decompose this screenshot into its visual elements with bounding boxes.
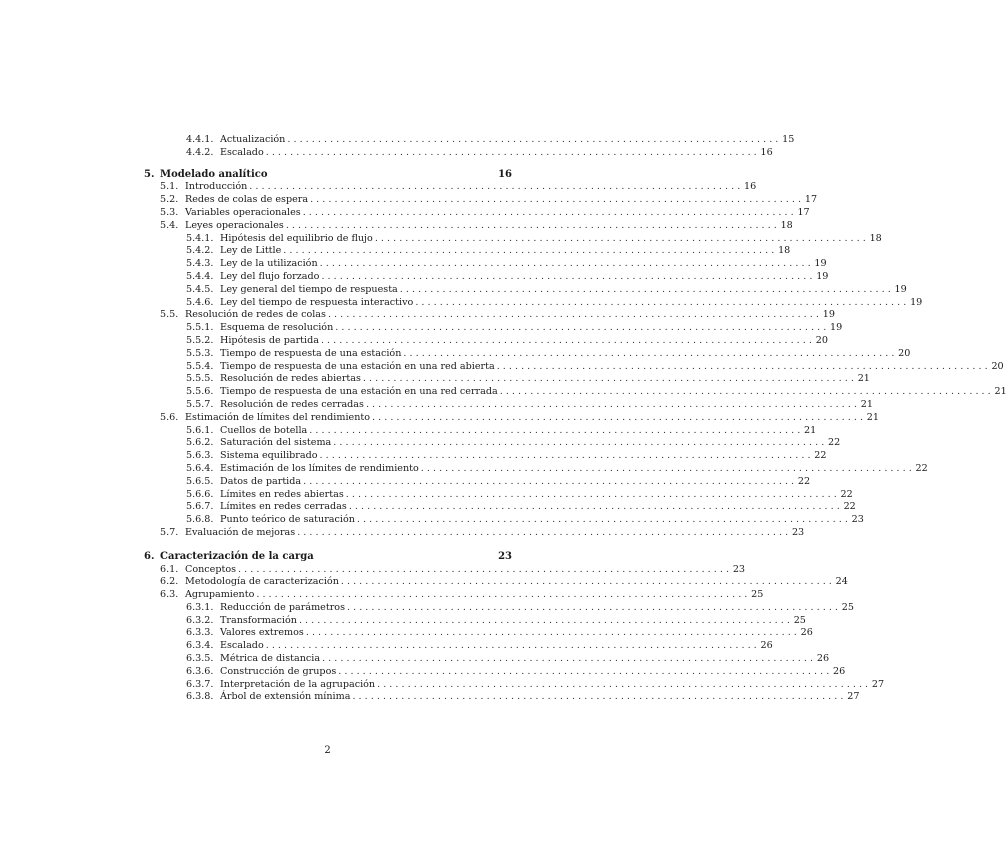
toc-chapter-6-entries: [144, 563, 885, 705]
dot-leader: [347, 501, 842, 514]
dot-leader: [398, 284, 893, 297]
entry-number: 5.6.2.: [186, 437, 214, 449]
entry-title: Límites en redes cerradas: [220, 501, 347, 513]
entry-page: 20: [815, 334, 828, 346]
entry-title: Construcción de grupos: [220, 665, 337, 677]
toc-entry[interactable]: [144, 398, 873, 412]
toc-entry[interactable]: [144, 501, 856, 514]
table-of-contents: [144, 134, 1007, 704]
entry-page: 19: [822, 309, 835, 321]
toc-entry[interactable]: [144, 309, 835, 322]
dot-leader: [319, 335, 814, 348]
toc-entry[interactable]: [144, 232, 882, 246]
entry-page: 17: [797, 206, 810, 218]
dot-leader: [284, 220, 779, 233]
dot-leader: [413, 297, 908, 310]
entry-number: 5.5.2.: [186, 334, 214, 346]
dot-leader: [297, 615, 792, 628]
entry-number: 5.4.2.: [186, 245, 214, 257]
entry-number: 5.5.1.: [186, 322, 214, 334]
entry-page: 23: [791, 526, 805, 538]
toc-entry[interactable]: [144, 360, 1004, 374]
toc-entry[interactable]: [144, 640, 773, 653]
entry-page: 17: [804, 194, 818, 206]
dot-leader: [318, 258, 813, 271]
entry-page: 21: [994, 386, 1007, 398]
entry-number: 6.1.: [160, 563, 179, 575]
toc-entry[interactable]: [144, 678, 885, 692]
entry-title: Ley general del tiempo de respuesta: [220, 283, 398, 295]
dot-leader: [350, 691, 845, 704]
entry-number: 5.4.5.: [186, 283, 214, 295]
entry-page: 21: [860, 398, 873, 410]
dot-leader: [344, 489, 839, 502]
toc-entry[interactable]: [144, 462, 928, 476]
toc-entry[interactable]: [144, 424, 817, 438]
toc-entry[interactable]: [144, 134, 795, 147]
entry-title: Agrupamiento: [185, 589, 255, 601]
dot-leader: [264, 147, 759, 160]
dot-leader: [339, 576, 834, 589]
entry-number: 5.6.4.: [186, 462, 214, 474]
toc-entry[interactable]: [144, 450, 827, 463]
entry-number: 5.4.: [160, 219, 179, 231]
entry-title: Tiempo de respuesta de una estación en una red cerrada: [220, 386, 498, 398]
toc-chapter-5[interactable]: [144, 169, 512, 182]
entry-page: 21: [804, 424, 817, 436]
entry-title: Leyes operacionales: [185, 219, 284, 231]
entry-number: 6.3.5.: [186, 653, 214, 665]
entry-number: 5.7.: [160, 526, 179, 538]
entry-title: Transformación: [220, 614, 297, 626]
dot-leader: [419, 463, 914, 476]
dot-leader: [364, 399, 859, 412]
entry-number: 5.5.5.: [186, 373, 214, 385]
entry-page: 19: [814, 258, 827, 270]
toc-entry[interactable]: [144, 514, 864, 527]
entry-title: Hipótesis del equilibrio de flujo: [220, 232, 373, 244]
entry-title: Ley del flujo forzado: [220, 270, 320, 282]
toc-entry[interactable]: [144, 653, 830, 666]
toc-entry[interactable]: [144, 691, 860, 704]
chapter-number: 5.: [144, 168, 155, 180]
entry-page: 20: [898, 347, 911, 359]
entry-number: 5.6.1.: [186, 424, 214, 436]
dot-leader: [264, 640, 759, 653]
dot-leader: [319, 271, 814, 284]
entry-number: 6.3.: [160, 589, 179, 601]
entry-title: Estimación de límites del rendimiento: [185, 411, 371, 423]
dot-leader: [375, 679, 870, 692]
entry-title: Métrica de distancia: [220, 653, 321, 665]
entry-page: 15: [782, 134, 795, 145]
entry-page: 27: [847, 691, 860, 703]
toc-entry[interactable]: [144, 296, 923, 310]
entry-number: 6.3.6.: [186, 665, 214, 677]
entry-title: Interpretación de la agrupación: [220, 678, 376, 690]
dot-leader: [318, 450, 813, 463]
toc-entry[interactable]: [144, 219, 793, 233]
entry-number: 5.5.3.: [186, 347, 214, 359]
chapter-title: Caracterización de la carga: [160, 550, 314, 562]
toc-entry[interactable]: [144, 386, 1007, 399]
toc-entry[interactable]: [144, 334, 828, 348]
dot-leader: [295, 527, 790, 540]
dot-leader: [498, 386, 993, 399]
entry-title: Ley de Little: [220, 245, 282, 257]
entry-title: Ley del tiempo de respuesta interactivo: [220, 296, 414, 308]
entry-number: 5.6.: [160, 411, 179, 423]
entry-page: 22: [840, 488, 853, 500]
entry-title: Tiempo de respuesta de una estación: [220, 347, 402, 359]
entry-number: 5.6.3.: [186, 450, 214, 462]
entry-page: 20: [991, 360, 1004, 372]
toc-entry[interactable]: [144, 194, 818, 207]
dot-leader: [308, 194, 803, 207]
entry-number: 5.1.: [160, 181, 179, 193]
entry-number: 6.3.8.: [186, 691, 214, 703]
entry-number: 6.3.4.: [186, 640, 214, 652]
entry-title: Introducción: [185, 181, 248, 193]
toc-entry[interactable]: [144, 475, 811, 489]
entry-page: 16: [760, 146, 773, 158]
entry-title: Valores extremos: [220, 627, 304, 639]
entry-number: 6.3.1.: [186, 601, 214, 613]
entry-page: 19: [894, 283, 907, 295]
entry-title: Saturación del sistema: [220, 437, 332, 449]
dot-leader: [254, 589, 749, 602]
entry-number: 6.3.2.: [186, 614, 214, 626]
entry-page: 27: [871, 678, 885, 690]
entry-number: 5.4.6.: [186, 296, 214, 308]
dot-leader: [355, 514, 850, 527]
chapter-title: Modelado analítico: [160, 168, 268, 180]
dot-leader: [401, 348, 896, 361]
entry-title: Ley de la utilización: [220, 258, 318, 270]
entry-number: 5.5.7.: [186, 398, 214, 410]
toc-entry[interactable]: [144, 270, 829, 284]
entry-number: 4.4.2.: [186, 146, 214, 158]
entry-title: Resolución de redes abiertas: [220, 373, 361, 385]
entry-page: 21: [866, 411, 880, 423]
dot-leader: [304, 627, 799, 640]
dot-leader: [345, 602, 840, 615]
entry-title: Escalado: [220, 640, 264, 652]
entry-page: 26: [816, 653, 830, 665]
entry-page: 25: [793, 614, 806, 626]
toc-entry[interactable]: [144, 488, 853, 502]
dot-leader: [236, 564, 731, 577]
dot-leader: [301, 476, 796, 489]
toc-entry[interactable]: [144, 258, 827, 271]
dot-leader: [247, 181, 742, 194]
entry-title: Evaluación de mejoras: [185, 526, 296, 538]
entry-number: 5.6.5.: [186, 475, 214, 487]
entry-title: Resolución de redes cerradas: [220, 398, 364, 410]
entry-page: 22: [828, 437, 841, 449]
toc-entry[interactable]: [144, 181, 757, 194]
dot-leader: [373, 233, 868, 246]
entry-title: Resolución de redes de colas: [185, 309, 326, 321]
entry-page: 23: [851, 514, 864, 526]
entry-title: Conceptos: [185, 563, 237, 575]
entry-page: 26: [833, 665, 846, 677]
entry-page: 19: [830, 322, 843, 334]
entry-page: 18: [869, 232, 882, 244]
entry-page: 22: [797, 475, 811, 487]
dot-leader: [285, 134, 780, 147]
toc-entry[interactable]: [144, 601, 854, 615]
entry-title: Límites en redes abiertas: [220, 488, 344, 500]
entry-title: Escalado: [220, 146, 264, 158]
toc-chapter-6[interactable]: [144, 551, 512, 564]
entry-number: 5.2.: [160, 194, 179, 206]
dot-leader: [336, 666, 831, 679]
dot-leader: [281, 245, 776, 258]
chapter-page: 23: [498, 550, 512, 562]
entry-title: Esquema de resolución: [220, 322, 334, 334]
toc-entry[interactable]: [144, 563, 746, 577]
entry-page: 22: [843, 501, 856, 513]
entry-title: Punto teórico de saturación: [220, 514, 355, 526]
entry-title: Actualización: [220, 134, 286, 145]
entry-title: Tiempo de respuesta de una estación en una red abierta: [220, 360, 495, 372]
entry-page: 18: [780, 219, 793, 231]
toc-chapter-5-entries: [144, 181, 1007, 539]
toc-entry[interactable]: [144, 576, 848, 589]
entry-number: 5.4.3.: [186, 258, 214, 270]
toc-entry[interactable]: [144, 411, 880, 425]
entry-number: 5.3.: [160, 206, 179, 218]
toc-entry[interactable]: [144, 206, 810, 220]
entry-number: 5.5.6.: [186, 386, 214, 398]
entry-number: 5.5.: [160, 309, 179, 321]
entry-title: Reducción de parámetros: [220, 601, 345, 613]
page-number: 2: [324, 745, 331, 756]
dot-leader: [333, 322, 828, 335]
entry-page: 25: [751, 589, 764, 601]
toc-entry[interactable]: [144, 322, 843, 335]
toc-entry[interactable]: [144, 245, 791, 258]
entry-number: 6.3.7.: [186, 678, 214, 690]
entry-title: Hipótesis de partida: [220, 334, 319, 346]
entry-number: 5.4.1.: [186, 232, 214, 244]
toc-entry[interactable]: [144, 614, 806, 628]
toc-section-4-4: [144, 134, 795, 160]
entry-title: Estimación de los límites de rendimiento: [220, 462, 419, 474]
toc-entry[interactable]: [144, 283, 907, 297]
entry-number: 4.4.1.: [186, 134, 214, 145]
entry-title: Sistema equilibrado: [220, 450, 318, 462]
dot-leader: [370, 412, 865, 425]
entry-number: 5.6.8.: [186, 514, 214, 526]
dot-leader: [361, 373, 856, 386]
entry-page: 22: [915, 462, 928, 474]
toc-entry[interactable]: [144, 146, 773, 160]
toc-entry[interactable]: [144, 373, 870, 386]
entry-page: 18: [778, 245, 791, 257]
entry-title: Cuellos de botella: [220, 424, 308, 436]
toc-entry[interactable]: [144, 627, 813, 640]
entry-number: 6.3.3.: [186, 627, 214, 639]
toc-entry[interactable]: [144, 665, 846, 679]
entry-page: 23: [732, 563, 746, 575]
entry-page: 21: [857, 373, 870, 385]
toc-entry[interactable]: [144, 347, 911, 361]
dot-leader: [326, 309, 821, 322]
entry-page: 19: [910, 296, 923, 308]
dot-leader: [331, 437, 826, 450]
dot-leader: [307, 425, 802, 438]
entry-number: 6.2.: [160, 576, 179, 588]
entry-title: Metodología de caracterización: [185, 576, 339, 588]
chapter-page: 16: [498, 168, 512, 180]
entry-number: 5.5.4.: [186, 360, 214, 372]
entry-page: 24: [835, 576, 848, 588]
entry-title: Árbol de extensión mínima: [220, 691, 351, 703]
entry-page: 22: [814, 450, 827, 462]
entry-title: Variables operacionales: [185, 206, 301, 218]
entry-page: 16: [744, 181, 757, 193]
dot-leader: [301, 207, 796, 220]
dot-leader: [495, 361, 990, 374]
entry-number: 5.6.6.: [186, 488, 214, 500]
entry-title: Redes de colas de espera: [185, 194, 309, 206]
entry-number: 5.6.7.: [186, 501, 214, 513]
toc-entry[interactable]: [144, 589, 764, 602]
dot-leader: [320, 653, 815, 666]
toc-entry[interactable]: [144, 437, 841, 450]
entry-page: 26: [800, 627, 813, 639]
entry-page: 19: [816, 270, 829, 282]
toc-entry[interactable]: [144, 526, 805, 540]
chapter-number: 6.: [144, 550, 155, 562]
entry-title: Datos de partida: [220, 475, 302, 487]
entry-page: 26: [760, 640, 773, 652]
entry-page: 25: [841, 601, 854, 613]
entry-number: 5.4.4.: [186, 270, 214, 282]
